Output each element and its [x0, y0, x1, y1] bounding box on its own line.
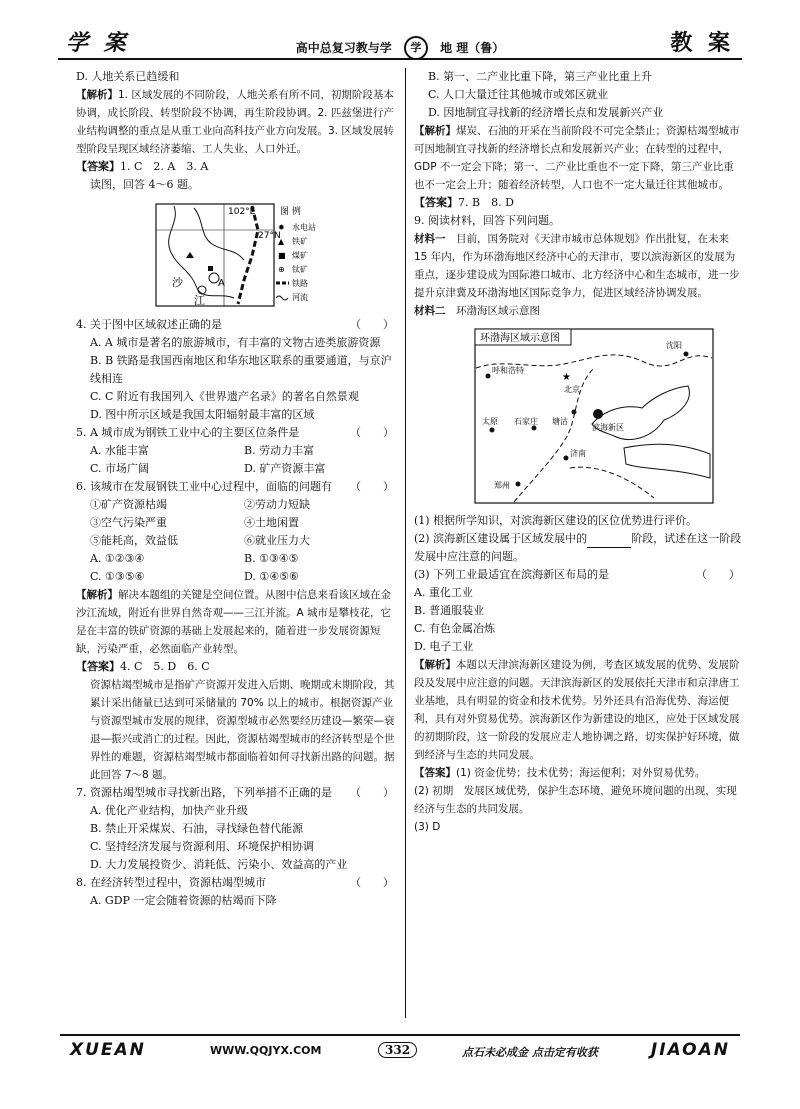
city-dot — [490, 428, 495, 433]
answer-4-part-2: (2) 初期 发展区域优势，保护生态环境，避免环境问题的出现，实现经济与生态的共同发展。 — [414, 785, 737, 815]
map-title: 环渤海区域示意图 — [480, 333, 560, 344]
answer-3: 【答案】7. B 8. D — [414, 196, 514, 209]
iron-mine-symbol — [186, 252, 194, 258]
answer-4-part-3: (3) D — [414, 821, 441, 833]
legend-item: 水电站 — [292, 223, 316, 232]
q6-options-row1: A. ①②③④ B. ①③④⑤ — [90, 552, 299, 565]
city-dot — [684, 352, 689, 357]
material-2: 材料二 环渤海区域示意图 — [414, 305, 540, 317]
railway-line — [238, 206, 258, 304]
sq3-option-b: B. 普通服装业 — [414, 604, 485, 617]
city-label: 呼和浩特 — [492, 366, 524, 375]
question-5: 5. A 城市成为钢铁工业中心的主要区位条件是 （ ） — [76, 426, 394, 439]
question-4: 4. 关于图中区域叙述正确的是 （ ） — [76, 318, 394, 331]
coal-mine-symbol — [208, 266, 213, 271]
answer-4: 【答案】(1) 资金优势；技术优势；海运便利；对外贸易优势。 — [414, 767, 706, 779]
legend — [276, 222, 316, 302]
question-6: 6. 该城市在发展钢铁工业中心过程中，面临的问题有 （ ） — [76, 480, 394, 493]
q4-option-a: A. A 城市是著名的旅游城市，有丰富的文物古迹类旅游资源 — [90, 336, 381, 349]
city-a-label: A — [218, 278, 225, 289]
prev-option-d: D. 人地关系已趋缓和 — [76, 70, 180, 83]
page-number: 332 — [378, 1042, 417, 1058]
header-right-title: 教 案 — [670, 30, 734, 56]
q7-option-d: D. 大力发展投资少、消耗低、污染小、效益高的产业 — [90, 858, 348, 871]
svg-text:⊕: ⊕ — [278, 265, 285, 274]
lat-label: 27°N — [258, 231, 281, 241]
q4-option-d: D. 图中所示区域是我国太阳辐射最丰富的区域 — [90, 408, 315, 421]
city-dot — [572, 410, 577, 415]
page-footer — [60, 1030, 740, 1066]
answer-2: 【答案】4. C 5. D 6. C — [76, 660, 210, 673]
svg-text:▲: ▲ — [278, 237, 285, 246]
column-divider — [405, 68, 406, 1018]
question-7: 7. 资源枯竭型城市寻找新出路，下列举措不正确的是 （ ） — [76, 786, 394, 799]
binhai-new-area-dot — [593, 409, 603, 419]
q8-option-d: D. 因地制宜寻找新的经济增长点和发展新兴产业 — [428, 106, 664, 119]
legend-item: 煤矿 — [292, 251, 308, 260]
city-label: 沈阳 — [666, 341, 682, 350]
sq3-option-a: A. 重化工业 — [414, 586, 473, 599]
answer-blank — [587, 535, 631, 548]
city-dot — [486, 374, 491, 379]
footer-slogan: 点石未必成金 点击定有收获 — [462, 1046, 598, 1059]
svg-text:■: ■ — [278, 251, 286, 260]
q4-option-b: B. B 铁路是我国西南地区和华东地区联系的重要通道，与京沪线相连 — [90, 354, 392, 385]
legend-item: 铁矿 — [292, 237, 308, 246]
q6-items-row3: ⑤能耗高，效益低 ⑥就业压力大 — [90, 534, 310, 547]
analysis-3: 【解析】煤炭、石油的开采在当前阶段不可完全禁止；资源枯竭型城市可因地制宜寻找新的经济增长点和发展新兴产业；在转型的过程中，GDP 不一定会下降；第一、二产业比重也不一定下降，第三产业比重也不一定会上升；随着经济转型，人口也不一定大量迁往其他城市。 — [414, 125, 740, 191]
sq3-option-d: D. 电子工业 — [414, 640, 474, 653]
river-label-sha: 沙 — [172, 276, 183, 289]
sub-question-3: (3) 下列工业最适宜在滨海新区布局的是 （ ） — [414, 568, 740, 581]
footer-rule — [60, 1034, 740, 1036]
q8-option-b: B. 第一、二产业比重下降，第三产业比重上升 — [428, 70, 653, 83]
city-dot — [516, 482, 521, 487]
panzhihua-map — [134, 200, 354, 310]
legend-item: 河流 — [292, 293, 308, 302]
legend-item: 铁路 — [292, 279, 308, 288]
analysis-4: 【解析】本题以天津滨海新区建设为例，考查区域发展的优势、发展阶段及发展中应注意的问题。天津滨海新区的发展依托天津市和京津唐工业基地，具有明显的资金和技术优势。另外还具有沿海优势、海运便利，具有对外贸易优势。滨海新区作为新建设的地区，应处于区域发展的初期阶段，这一阶段的发展应走人地协调之路，切实保护好环境，做到经济与生态的共同发展。 — [414, 659, 740, 761]
city-label: 郑州 — [494, 481, 510, 490]
footer-right-title: JIAOAN — [650, 1040, 730, 1060]
sub-question-2: (2) 滨海新区建设属于区域发展中的 阶段，试述在这一阶段发展中应注意的问题。 — [414, 532, 742, 563]
right-column — [414, 68, 744, 836]
city-dot — [532, 426, 537, 431]
city-label: 太原 — [482, 417, 498, 426]
publisher-logo: 学 — [404, 36, 428, 60]
q5-options-row2: C. 市场广阔 D. 矿产资源丰富 — [90, 462, 326, 475]
titanium-mine-symbol — [198, 286, 206, 294]
sub-question-1: (1) 根据所学知识，对滨海新区建设的区位优势进行评价。 — [414, 514, 698, 527]
header-center — [58, 36, 742, 60]
footer-left-title: XUEAN — [70, 1040, 146, 1060]
left-column — [76, 68, 398, 910]
q4-option-c: C. C 附近有我国列入《世界遗产名录》的著名自然景观 — [90, 390, 359, 403]
legend-item: 钛矿 — [292, 265, 308, 274]
city-label: 济南 — [570, 449, 586, 458]
page-header — [58, 24, 742, 68]
read-map-prompt: 读图，回答 4～6 题。 — [90, 178, 199, 191]
q6-items-row1: ①矿产资源枯竭 ②劳动力短缺 — [90, 498, 310, 511]
sq3-option-c: C. 有色金属冶炼 — [414, 622, 496, 635]
river-label-jiang: 江 — [194, 294, 205, 307]
header-subject: 地 理（鲁） — [440, 40, 505, 55]
header-series-title: 高中总复习教与学 — [295, 40, 392, 55]
legend-title: 图 例 — [280, 207, 301, 217]
capital-star: ★ — [562, 372, 571, 383]
q6-items-row2: ③空气污染严重 ④土地闲置 — [90, 516, 299, 529]
material-1: 材料一 目前，国务院对《天津市城市总体规划》作出批复，在未来 15 年内，作为环渤海地区经济中心的天津市，要以滨海新区的发展为重点，逐步建设成为国际港口城市、北方经济中心和生态城市，进一步提升京津冀及环渤海地区国际竞争力，促进区域经济协调发展。 — [414, 233, 740, 299]
q5-options-row1: A. 水能丰富 B. 劳动力丰富 — [90, 444, 315, 457]
resource-city-paragraph: 资源枯竭型城市是指矿产资源开发进入后期、晚期或末期阶段，其累计采出储量已达到可采储量的 70% 以上的城市。根据资源产业与资源型城市发展的规律，资源型城市必然要经历建设—繁荣—衰退—振兴或消亡的过程。因此，资源枯竭型城市的经济转型是个世界性的难题，资源枯竭型城市都面临着如何寻找新出路的问题。据此回答 7～8 题。 — [90, 679, 395, 781]
city-label: 滨海新区 — [592, 423, 624, 432]
analysis-1: 【解析】1. 区域发展的不同阶段，人地关系有所不同，初期阶段基本协调，成长阶段、转型阶段不协调，再生阶段协调。2. 匹兹堡进行产业结构调整的重点是从重工业向高科技产业方向发展。3. 区域发展转型阶段呈现区域经济萎缩、工人失业、人口外迁。 — [76, 89, 394, 155]
question-9: 9. 阅读材料，回答下列问题。 — [414, 214, 560, 227]
city-label: 北京 — [564, 385, 580, 394]
question-8: 8. 在经济转型过程中，资源枯竭型城市 （ ） — [76, 876, 394, 889]
analysis-2: 【解析】解决本题组的关键是空间位置。从图中信息来看该区域在金沙江流域，附近有世界自然奇观——三江并流。A 城市是攀枝花，它是在丰富的铁矿资源的基础上发展起来的，随着进一步发展资源短缺，污染严重，必然面临产业转型。 — [76, 589, 392, 655]
lon-label: 102°E — [228, 207, 256, 217]
q7-option-c: C. 坚持经济发展与资源利用、环境保护相协调 — [90, 840, 315, 853]
q7-option-b: B. 禁止开采煤炭、石油，寻找绿色替代能源 — [90, 822, 304, 835]
q6-options-row2: C. ①③⑤⑥ D. ①④⑤⑥ — [90, 570, 299, 583]
city-dot — [564, 456, 569, 461]
answer-1: 【答案】1. C 2. A 3. A — [76, 160, 209, 173]
header-rule — [58, 58, 742, 60]
header-left-title: 学 案 — [66, 30, 130, 56]
city-label: 塘沽 — [552, 417, 568, 426]
bohai-region-map — [474, 328, 714, 504]
q7-option-a: A. 优化产业结构，加快产业升级 — [90, 804, 248, 817]
q8-option-c: C. 人口大量迁往其他城市或郊区就业 — [428, 88, 609, 101]
city-label: 石家庄 — [514, 417, 538, 426]
q8-option-a: A. GDP 一定会随着资源的枯竭而下降 — [90, 894, 277, 907]
footer-url[interactable]: WWW.QQJYX.COM — [210, 1044, 322, 1057]
svg-text:✹: ✹ — [278, 223, 285, 232]
